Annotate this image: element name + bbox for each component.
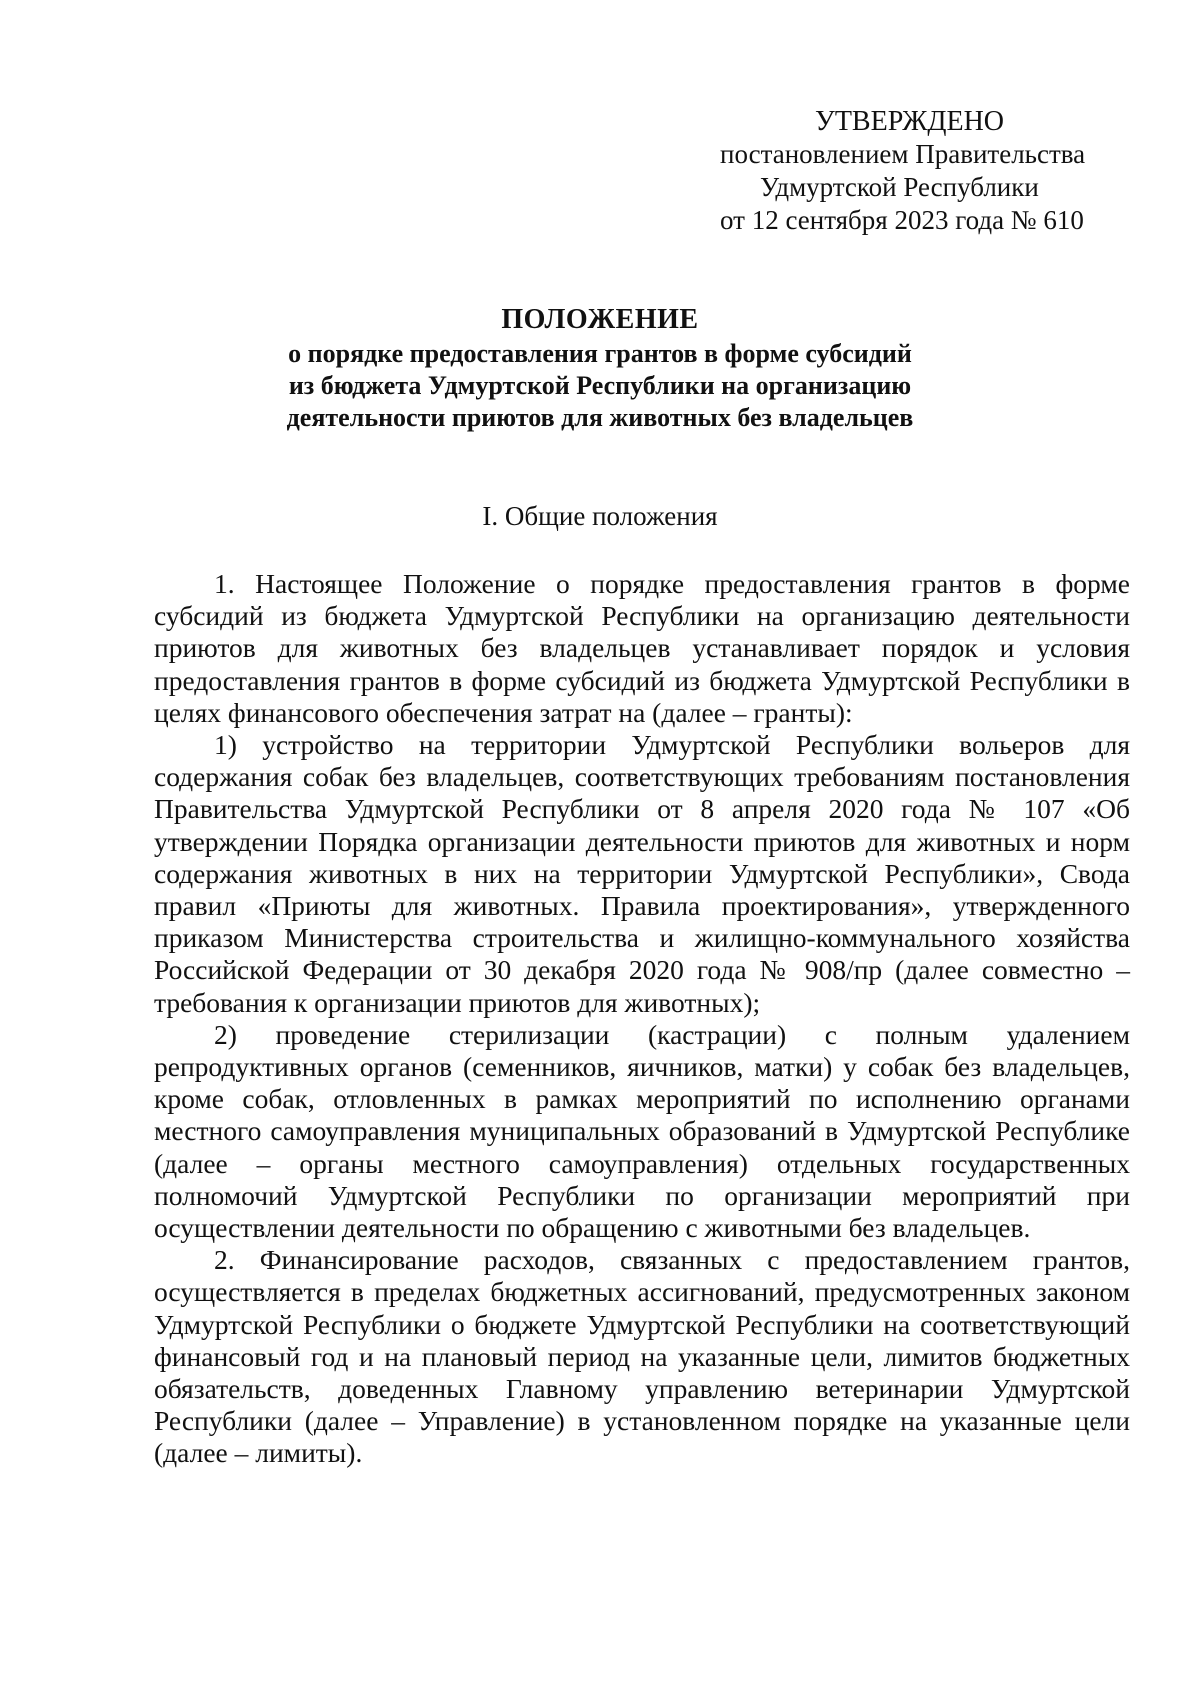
approval-line-2: Удмуртской Республики xyxy=(760,172,1039,202)
approval-title: УТВЕРЖДЕНО xyxy=(815,106,1005,137)
approval-stamp xyxy=(720,105,1140,237)
paragraph-2: 2. Финансирование расходов, связанных с предоставлением грантов, осуществляется в пределах бюджетных ассигнований, предусмотренных законом Удмуртской Республики о бюджете Удмуртской Республики на соответствующий финансовый год и на плановый период на указанные цели, лимитов бюджетных обязательств, доведенных Главному управлению ветеринарии Удмуртской Республики (далее – Управление) в установленном порядке на указанные цели (далее – лимиты). xyxy=(154,1244,1130,1469)
section-heading: I. Общие положения xyxy=(482,501,718,531)
approval-line-1: постановлением Правительства xyxy=(720,139,1086,169)
document-title: ПОЛОЖЕНИЕ xyxy=(501,304,699,335)
document-subtitle-line-2: из бюджета Удмуртской Республики на организацию xyxy=(288,371,912,400)
document-subtitle-line-1: о порядке предоставления грантов в форме субсидий xyxy=(288,339,912,368)
document-body xyxy=(154,568,1130,1470)
approval-line-3: от 12 сентября 2023 года № 610 xyxy=(720,205,1084,235)
paragraph-1-item-1: 1) устройство на территории Удмуртской Республики вольеров для содержания собак без владельцев, соответствующих требованиям постановления Правительства Удмуртской Республики от 8 апреля 2020 года № 107 «Об утверждении Порядка организации деятельности приютов для животных и норм содержания животных в них на территории Удмуртской Республики», Свода правил «Приюты для животных. Правила проектирования», утвержденного приказом Министерства строительства и жилищно-коммунального хозяйства Российской Федерации от 30 декабря 2020 года № 908/пр (далее совместно – требования к организации приютов для животных); xyxy=(154,729,1130,1018)
document-title-block xyxy=(150,302,1050,434)
paragraph-1-item-2: 2) проведение стерилизации (кастрации) с полным удалением репродуктивных органов (семенников, яичников, матки) у собак без владельцев, кроме собак, отловленных в рамках мероприятий по исполнению органами местного самоуправления муниципальных образований в Удмуртской Республике (далее – органы местного самоуправления) отдельных государственных полномочий Удмуртской Республики по организации мероприятий при осуществлении деятельности по обращению с животными без владельцев. xyxy=(154,1018,1130,1244)
paragraph-1: 1. Настоящее Положение о порядке предоставления грантов в форме субсидий из бюджета Удмуртской Республики на организацию деятельности приютов для животных без владельцев устанавливает порядок и условия предоставления грантов в форме субсидий из бюджета Удмуртской Республики в целях финансового обеспечения затрат на (далее – гранты): xyxy=(154,568,1130,728)
document-subtitle-line-3: деятельности приютов для животных без владельцев xyxy=(286,403,914,432)
